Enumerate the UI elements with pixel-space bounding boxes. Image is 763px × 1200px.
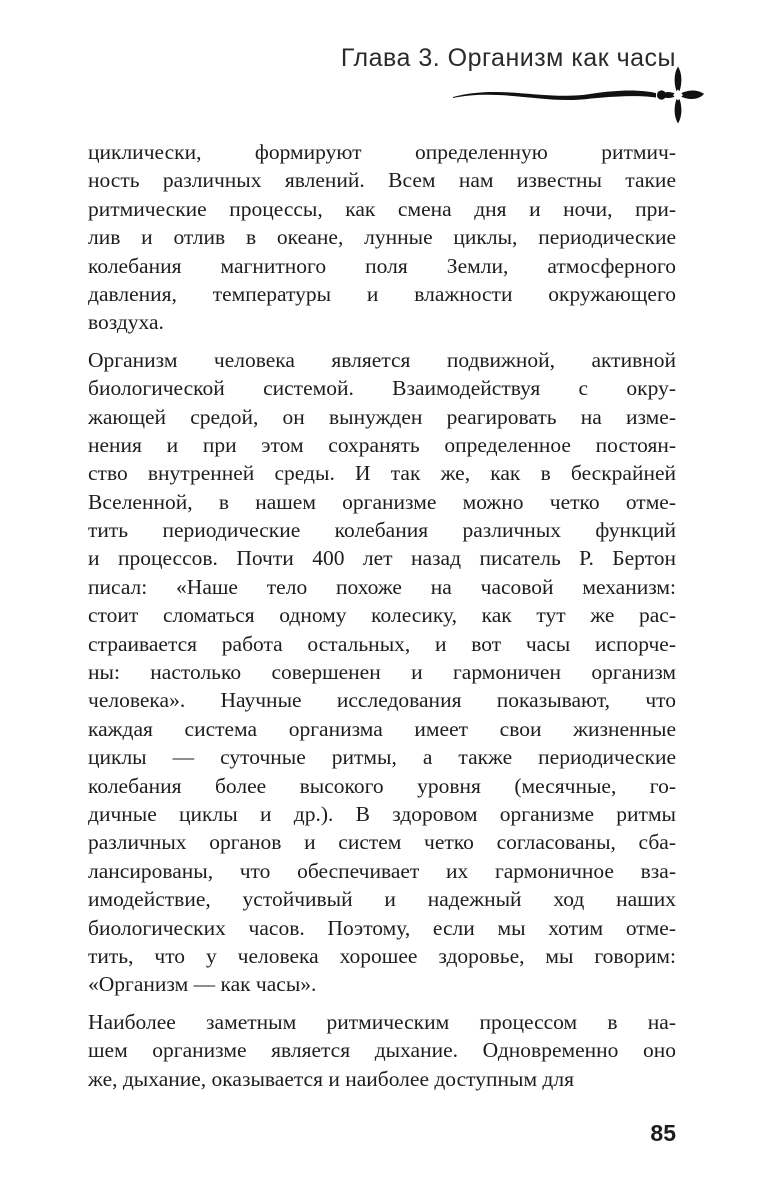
text-line: нения и при этом сохранять определенное постоян- xyxy=(88,432,676,457)
text-line: дичные циклы и др.). В здоровом организме ритмы xyxy=(88,801,676,826)
flower-center-gap xyxy=(673,90,683,101)
text-line: писал: «Наше тело похоже на часовой механизм: xyxy=(88,574,676,599)
text-line: ны: настолько совершенен и гармоничен организм xyxy=(88,660,676,685)
flourish-ornament-icon xyxy=(450,64,705,126)
paragraph xyxy=(88,138,676,337)
text-line: стоит сломаться одному колесику, как тут же рас- xyxy=(88,603,676,628)
text-line: ритмические процессы, как смена дня и ночи, при- xyxy=(88,196,676,221)
text-line: Организм человека является подвижной, активной xyxy=(88,347,676,372)
text-line: имодействие, устойчивый и надежный ход наших xyxy=(88,887,676,912)
text-line: тить, что у человека хорошее здоровье, мы говорим: xyxy=(88,943,676,968)
text-line: ность различных явлений. Всем нам известны такие xyxy=(88,168,676,193)
text-line: давления, температуры и влажности окружающего xyxy=(88,281,676,306)
text-line: Вселенной, в нашем организме можно четко отме- xyxy=(88,489,676,514)
text-line: циклы — суточные ритмы, а также периодические xyxy=(88,745,676,770)
paragraph xyxy=(88,346,676,999)
page-number: 85 xyxy=(650,1120,676,1146)
text-line: лив и отлив в океане, лунные циклы, периодические xyxy=(88,225,676,250)
text-line: и процессов. Почти 400 лет назад писатель Р. Бертон xyxy=(88,546,676,571)
text-line: человека». Научные исследования показывают, что xyxy=(88,688,676,713)
text-line: «Организм — как часы». xyxy=(88,972,317,997)
text-line: биологической системой. Взаимодействуя с окру- xyxy=(88,376,676,401)
page-body xyxy=(88,138,676,1093)
text-line: ство внутренней среды. И так же, как в бескрайней xyxy=(88,461,676,486)
text-line: колебания магнитного поля Земли, атмосферного xyxy=(88,253,676,278)
text-line: шем организме является дыхание. Одновременно оно xyxy=(88,1038,676,1063)
paragraph xyxy=(88,1008,676,1093)
text-line: лансированы, что обеспечивает их гармоничное вза- xyxy=(88,858,676,883)
text-line: страивается работа остальных, и вот часы испорче- xyxy=(88,631,676,656)
flourish-wave xyxy=(453,91,656,101)
text-line: тить периодические колебания различных функций xyxy=(88,518,676,543)
text-line: различных органов и систем четко согласованы, сба- xyxy=(88,830,676,855)
text-line: же, дыхание, оказывается и наиболее доступным для xyxy=(88,1066,574,1091)
text-line: циклически, формируют определенную ритмич- xyxy=(88,140,676,164)
text-line: Наиболее заметным ритмическим процессом в на- xyxy=(88,1009,676,1034)
text-line: жающей средой, он вынужден реагировать на изме- xyxy=(88,404,676,429)
text-line: каждая система организма имеет свои жизненные xyxy=(88,716,676,741)
text-line: колебания более высокого уровня (месячные, го- xyxy=(88,773,676,798)
text-line: воздуха. xyxy=(88,310,164,335)
chapter-header-title: Глава 3. Организм как часы xyxy=(340,44,676,72)
text-line: биологических часов. Поэтому, если мы хотим отме- xyxy=(88,915,676,940)
